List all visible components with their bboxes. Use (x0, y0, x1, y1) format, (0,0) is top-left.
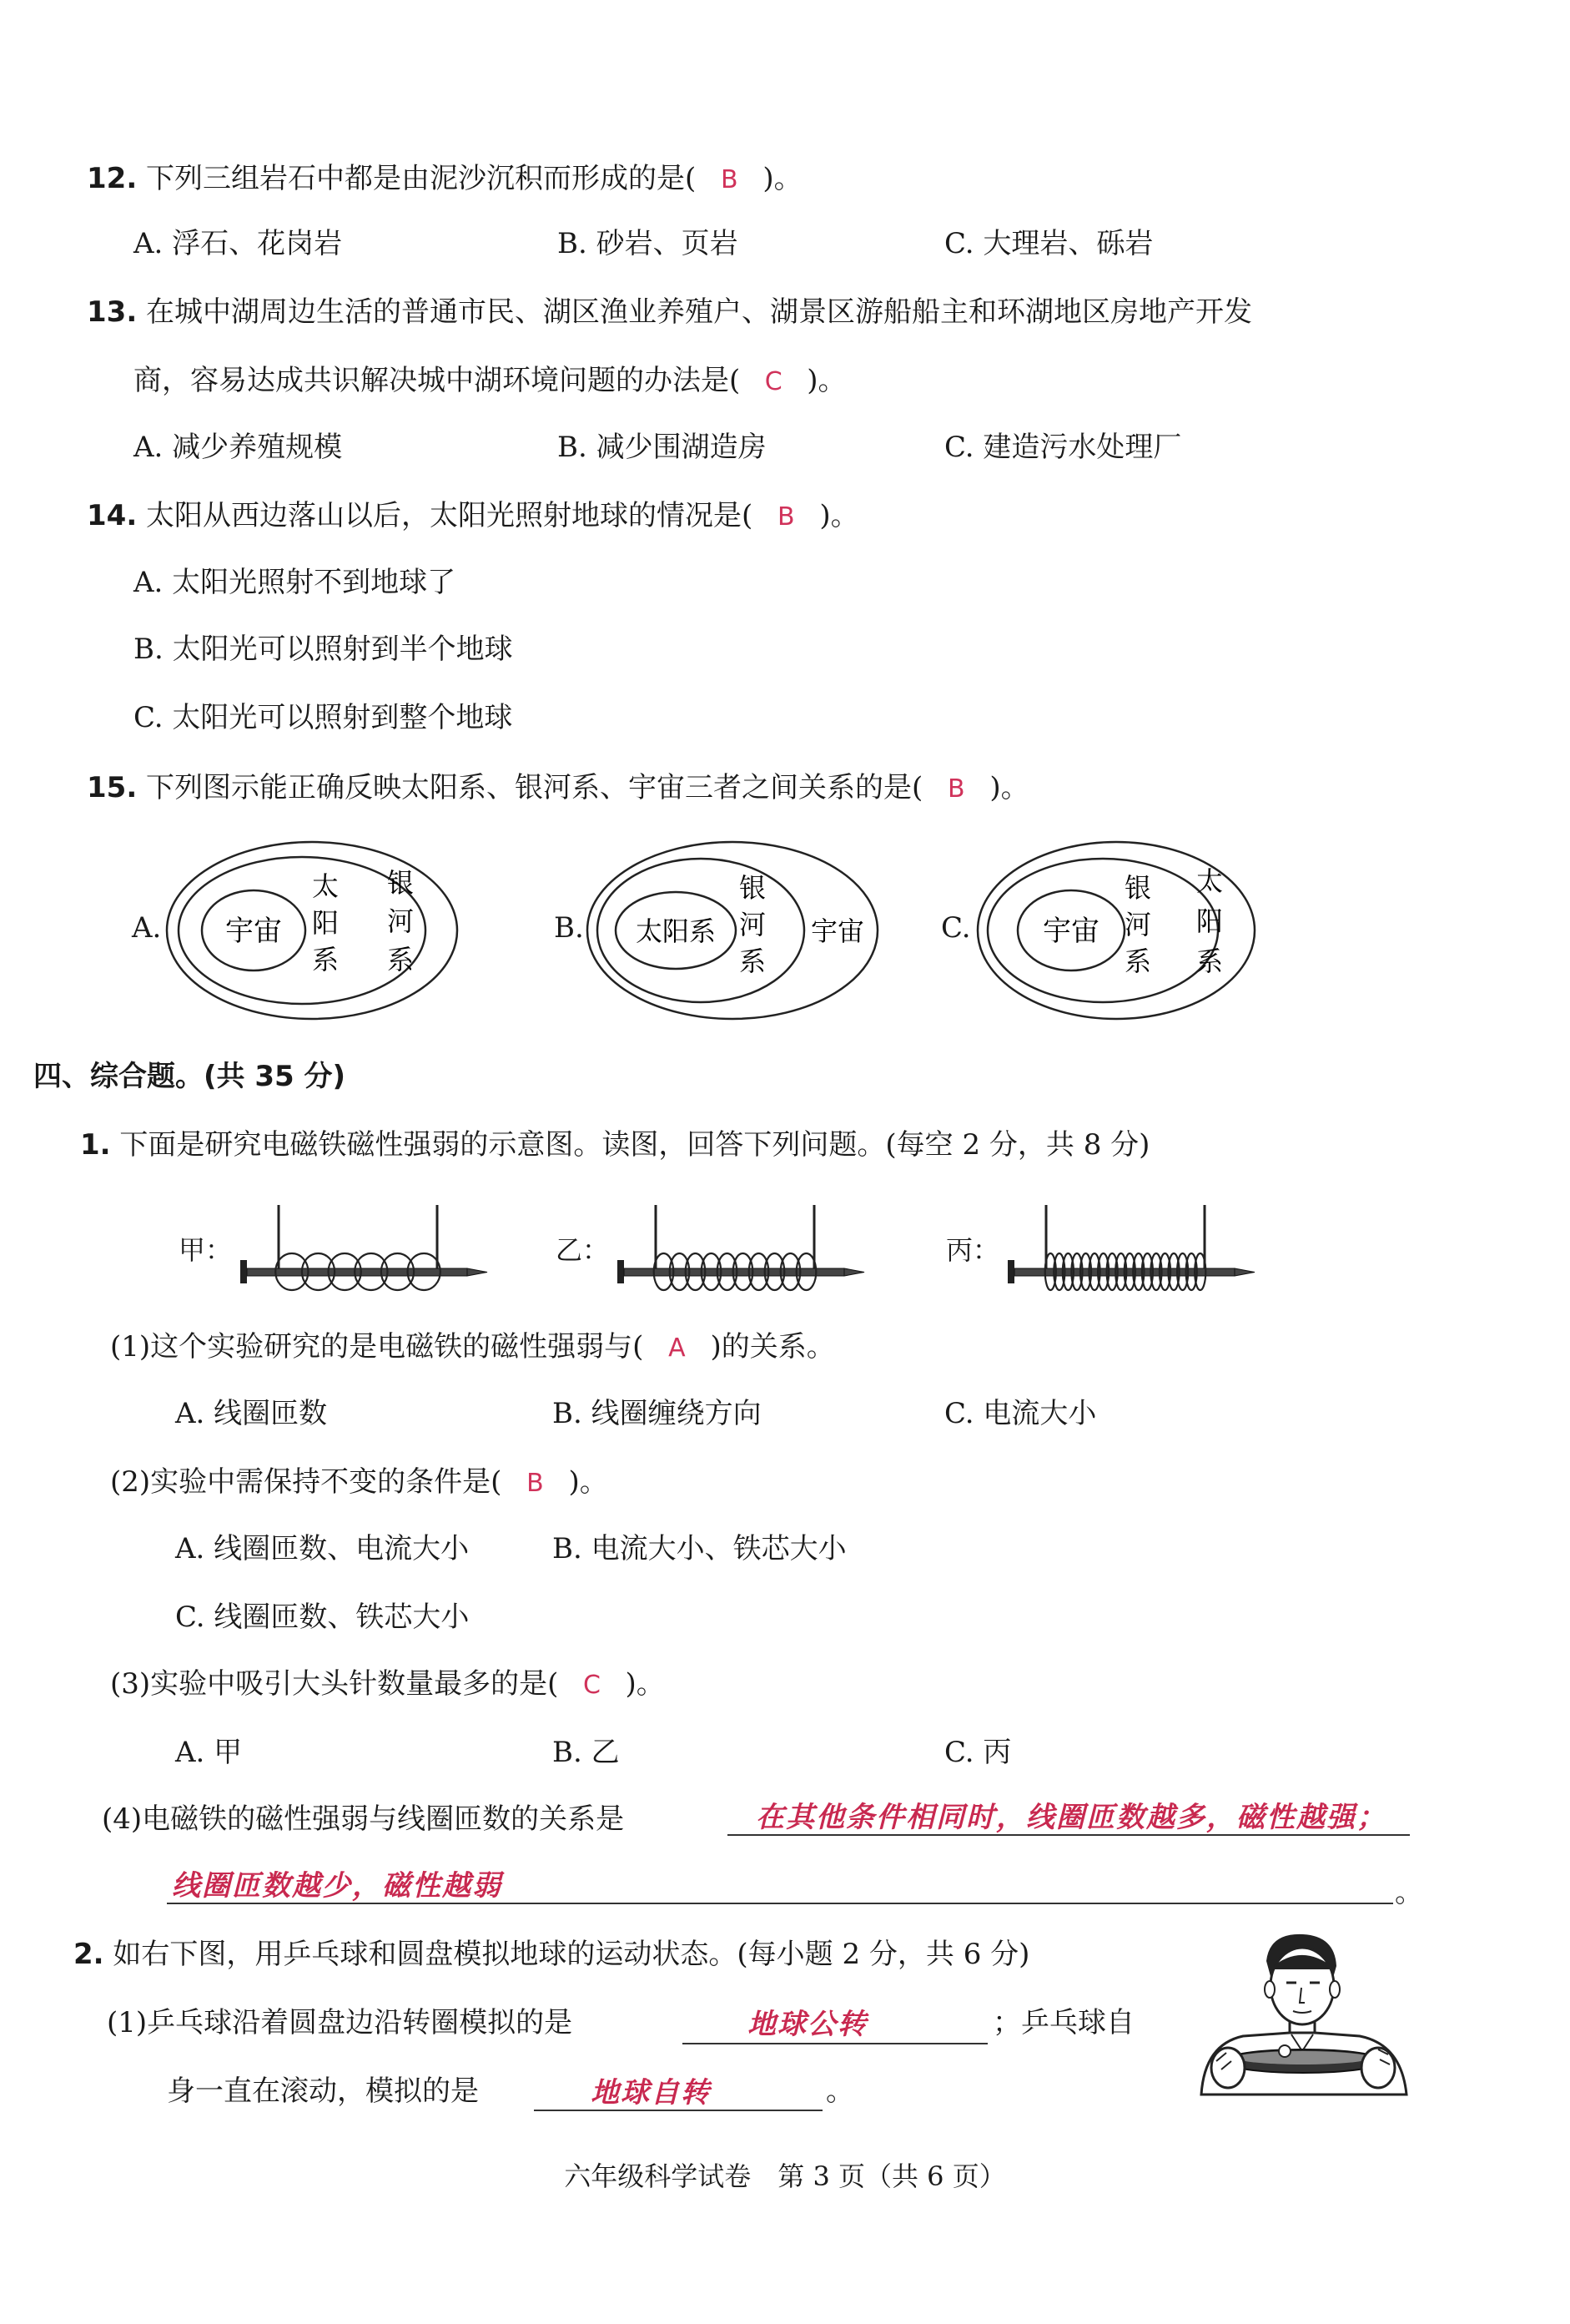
s4-q1-sub2-option-b: B. 电流大小、铁芯大小 (552, 1532, 847, 1565)
q15-a-outer-2: 河 (386, 905, 415, 937)
q14-option-b: B. 太阳光可以照射到半个地球 (133, 633, 513, 666)
q15-answer: B (948, 774, 965, 804)
q14-option-a: A. 太阳光照射不到地球了 (133, 566, 456, 599)
q13-line2-text: 商，容易达成共识解决城中湖环境问题的办法是( (133, 364, 741, 397)
s4-q1-sub4-end: 。 (1395, 1876, 1423, 1909)
q13-line1-text: 在城中湖周边生活的普通市民、湖区渔业养殖户、湖景区游船船主和环湖地区房地产开发 (146, 295, 1253, 329)
s4-q1-sub1-text: (1)这个实验研究的是电磁铁的磁性强弱与( (110, 1330, 644, 1364)
s4-q2-sub1-mid: ；乒乓球自 (993, 2006, 1135, 2039)
q15-diagram-a (164, 839, 460, 1022)
q15-c-middle-1: 银 (1124, 872, 1152, 904)
s4-q1-sub3 (110, 1666, 665, 1704)
q13-number: 13. (87, 295, 138, 329)
page-footer: 六年级科学试卷 第 3 页（共 6 页） (564, 2160, 1006, 2192)
q13-option-c: C. 建造污水处理厂 (944, 431, 1182, 464)
q14-stem-text: 太阳从西边落山以后，太阳光照射地球的情况是( (146, 499, 753, 532)
s4-q1-sub1-answer: A (668, 1333, 686, 1363)
s4-q1-sub3-answer: C (582, 1671, 601, 1700)
s4-q1-sub2-end: )。 (568, 1465, 608, 1499)
s4-q2-answer2: 地球自转 (591, 2076, 711, 2110)
q14-option-c: C. 太阳光可以照射到整个地球 (133, 701, 513, 734)
s4-q1-sub1-option-c: C. 电流大小 (944, 1397, 1097, 1430)
magnet-bing-label: 丙： (946, 1234, 1000, 1266)
q15-c-inner-label: 宇宙 (1043, 915, 1100, 948)
q15-diagram-b (584, 839, 881, 1022)
magnet-jia-label: 甲： (179, 1234, 233, 1266)
s4-q1-sub2-option-c: C. 线圈匝数、铁芯大小 (175, 1601, 470, 1634)
q15-stem (87, 769, 1029, 808)
s4-q2-sub1-line2-end: 。 (826, 2074, 854, 2108)
s4-q1-stem (80, 1127, 1150, 1163)
electromagnet-jia (237, 1198, 496, 1307)
q15-stem-end: )。 (989, 771, 1029, 804)
q15-b-outer-label: 宇宙 (810, 915, 865, 947)
q14-answer: B (777, 502, 795, 532)
q15-c-outer-1: 太 (1195, 865, 1224, 897)
s4-q1-sub2-answer: B (526, 1469, 544, 1498)
s4-q1-sub3-end: )。 (625, 1667, 665, 1701)
q15-b-middle-3: 系 (738, 945, 767, 977)
s4-q1-sub1-option-a: A. 线圈匝数 (175, 1397, 328, 1430)
q15-b-inner-label: 太阳系 (635, 915, 717, 947)
s4-q1-sub3-option-a: A. 甲 (175, 1736, 243, 1769)
q13-line2 (133, 362, 847, 401)
q12-option-c: C. 大理岩、砾岩 (944, 227, 1154, 260)
s4-q1-sub3-option-c: C. 丙 (944, 1736, 1012, 1769)
s4-q1-sub1 (110, 1328, 835, 1367)
q13-option-b: B. 减少围湖造房 (557, 431, 767, 464)
q15-b-middle-2: 河 (738, 909, 767, 940)
q13-line2-end: )。 (807, 364, 847, 397)
s4-q1-sub1-end: )的关系。 (710, 1330, 835, 1364)
q15-diagram-c (974, 839, 1258, 1022)
s4-q2-sub1-prompt: (1)乒乓球沿着圆盘边沿转圈模拟的是 (107, 2006, 573, 2039)
s4-q1-sub3-option-b: B. 乙 (552, 1736, 620, 1769)
s4-q2-stem-text: 如右下图，用乒乓球和圆盘模拟地球的运动状态。(每小题 2 分，共 6 分) (113, 1938, 1030, 1971)
q12-answer: B (721, 165, 738, 194)
s4-q1-stem-text: 下面是研究电磁铁磁性强弱的示意图。读图，回答下列问题。(每空 2 分，共 8 分) (119, 1128, 1150, 1162)
q15-c-middle-3: 系 (1124, 945, 1152, 977)
q12-option-b: B. 砂岩、页岩 (557, 227, 738, 260)
q15-diagram-c-label: C. (941, 911, 971, 945)
s4-q2-number: 2. (73, 1938, 104, 1971)
electromagnet-bing (1004, 1198, 1263, 1307)
q12-stem-end: )。 (762, 162, 803, 195)
s4-q1-sub2-option-a: A. 线圈匝数、电流大小 (175, 1532, 470, 1565)
s4-q2-answer1: 地球公转 (747, 2008, 868, 2041)
section4-title: 四、综合题。(共 35 分) (33, 1060, 346, 1093)
s4-q1-sub2 (110, 1464, 608, 1502)
q13-line1 (87, 294, 1252, 330)
s4-q1-sub4-answer1: 在其他条件相同时，线圈匝数越多，磁性越强； (756, 1801, 1386, 1834)
q15-stem-text: 下列图示能正确反映太阳系、银河系、宇宙三者之间关系的是( (146, 771, 923, 804)
q15-number: 15. (87, 771, 138, 804)
q13-option-a: A. 减少养殖规模 (133, 431, 343, 464)
q12-stem (87, 160, 803, 199)
s4-q1-sub4-prompt: (4)电磁铁的磁性强弱与线圈匝数的关系是 (102, 1802, 625, 1836)
q15-diagram-a-label: A. (132, 911, 162, 945)
q15-a-outer-3: 系 (386, 944, 415, 975)
q15-a-middle-3: 系 (311, 944, 340, 975)
s4-q1-sub1-option-b: B. 线圈缠绕方向 (552, 1397, 762, 1430)
q12-stem-text: 下列三组岩石中都是由泥沙沉积而形成的是( (146, 162, 697, 195)
q15-a-outer-1: 银 (386, 867, 415, 899)
q12-number: 12. (87, 162, 138, 195)
q15-a-middle-2: 阳 (311, 907, 340, 939)
q15-a-middle-1: 太 (311, 870, 340, 902)
s4-q2-sub1-line2: 身一直在滚动，模拟的是 (167, 2074, 479, 2108)
q15-b-middle-1: 银 (738, 872, 767, 904)
q13-answer: C (764, 367, 782, 396)
q12-option-a: A. 浮石、花岗岩 (133, 227, 343, 260)
q15-c-outer-3: 系 (1195, 945, 1224, 977)
q15-c-middle-2: 河 (1124, 909, 1152, 940)
q14-stem (87, 497, 859, 536)
q14-stem-end: )。 (819, 499, 859, 532)
s4-q2-answer1-line (682, 2043, 988, 2044)
s4-q2-stem (73, 1936, 1029, 1973)
magnet-yi-label: 乙： (556, 1234, 610, 1266)
q15-a-inner-label: 宇宙 (225, 915, 282, 948)
boy-with-disc-illustration (1193, 1928, 1411, 2103)
s4-q1-sub2-text: (2)实验中需保持不变的条件是( (110, 1465, 502, 1499)
s4-q1-sub3-text: (3)实验中吸引大头针数量最多的是( (110, 1667, 559, 1701)
s4-q1-sub4-answer2: 线圈匝数越少，磁性越弱 (172, 1869, 502, 1903)
q14-number: 14. (87, 499, 138, 532)
electromagnet-yi (614, 1198, 873, 1307)
q15-c-outer-2: 阳 (1195, 905, 1224, 937)
q15-diagram-b-label: B. (554, 911, 584, 945)
s4-q1-number: 1. (80, 1128, 111, 1162)
